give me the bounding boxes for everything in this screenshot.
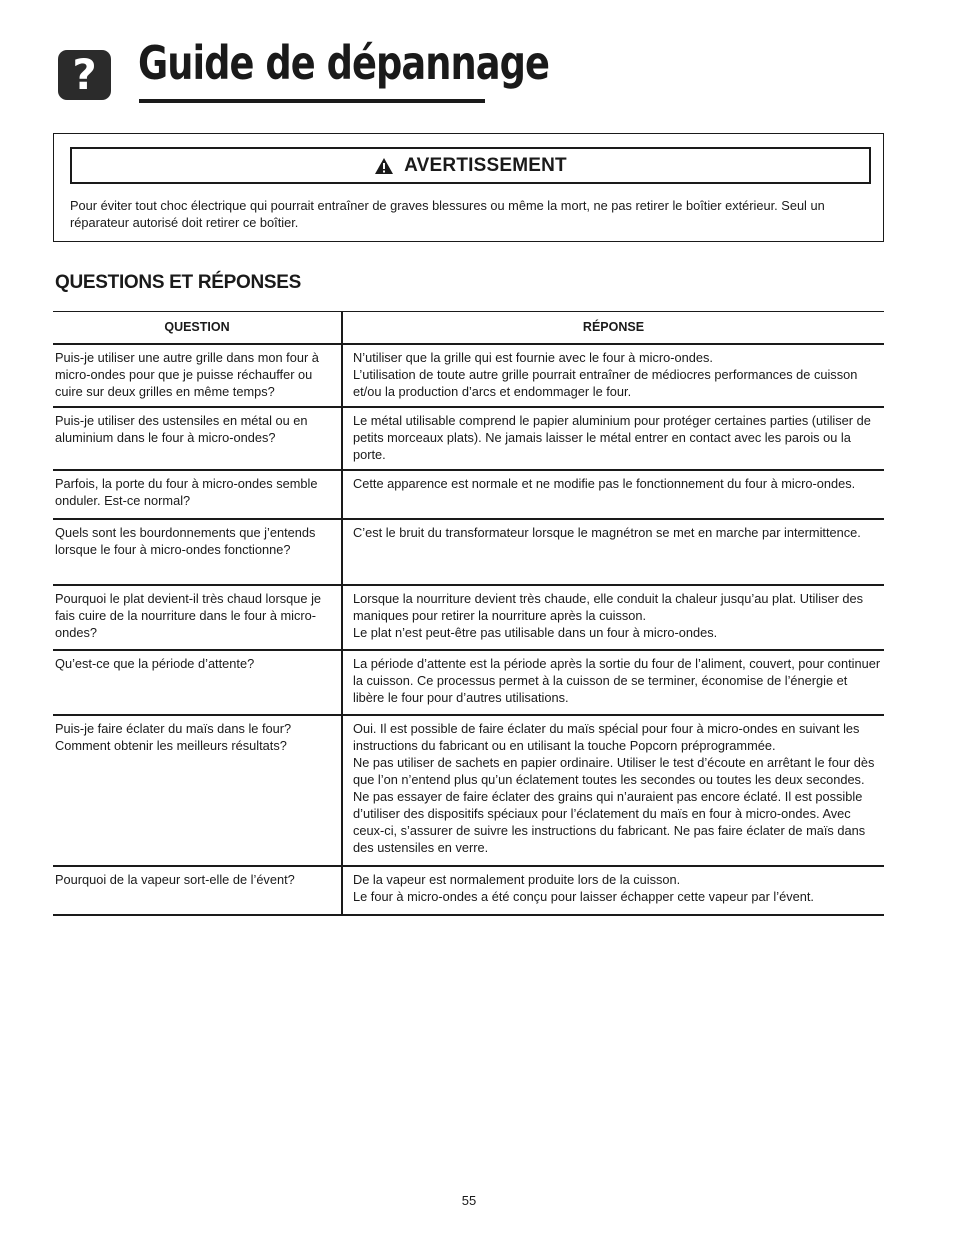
table-row [53,866,884,915]
answer-cell [342,519,884,585]
question-cell: Puis-je faire éclater du maïs dans le four? Comment obtenir les meilleurs résultats? [53,715,342,866]
answer-cell [342,407,884,470]
answer-cell [342,715,884,866]
title-underline [139,99,485,103]
answer-paragraph: N’utiliser que la grille qui est fournie avec le four à micro-ondes. [353,350,713,365]
warning-heading: AVERTISSEMENT [404,154,567,176]
question-cell: Pourquoi de la vapeur sort-elle de l’évent? [53,866,342,915]
warning-text: Pour éviter tout choc électrique qui pourrait entraîner de graves blessures ou même la mort, ne pas retirer le boîtier extérieur. Seul un réparateur autorisé doit retirer ce boîtier. [70,198,825,230]
question-cell: Parfois, la porte du four à micro-ondes semble onduler. Est-ce normal? [53,470,342,519]
column-header-answer: RÉPONSE [342,312,884,345]
warning-triangle-icon [374,157,394,175]
question-cell: Qu’est-ce que la période d’attente? [53,650,342,715]
question-cell: Puis-je utiliser une autre grille dans mon four à micro-ondes pour que je puisse réchauffer ou cuire sur deux grilles en même temps? [53,344,342,407]
question-mark-icon: ? [58,50,111,100]
answer-paragraph: Lorsque la nourriture devient très chaude, elle conduit la chaleur jusqu’au plat. Utiliser des maniques pour retirer la nourriture après la cuisson. [353,591,864,623]
answer-paragraph: Le métal utilisable comprend le papier aluminium pour protéger certaines parties (utiliser de petits morceaux plats). Ne jamais laisser le métal entrer en contact avec les parois ou la porte. [353,413,871,462]
answer-paragraph: La période d’attente est la période après la sortie du four de l’aliment, couvert, pour continuer la cuisson. Ce processus permet à la cuisson de se terminer, économise de l’énergie et libère le four pour d’autres utilisations. [353,656,881,705]
section-title: QUESTIONS ET RÉPONSES [55,272,302,293]
question-cell: Pourquoi le plat devient-il très chaud lorsque je fais cuire de la nourriture dans le four à micro-ondes? [53,585,342,650]
answer-cell [342,585,884,650]
answer-cell [342,344,884,407]
table-row [53,344,884,407]
answer-paragraph: Cette apparence est normale et ne modifie pas le fonctionnement du four à micro-ondes. [353,476,856,491]
answer-paragraph: Le plat n’est peut-être pas utilisable dans un four à micro-ondes. [353,625,718,640]
answer-paragraph: Ne pas utiliser de sachets en papier ordinaire. Utiliser le test d’écoute en arrêtant le four dès que l’on n’entend plus qu’un éclatement toutes les secondes ou toutes les deux secondes. Ne pas essayer de faire éclater des grains qui n’auraient pas encore éclaté. Il est possible d’utiliser des dispositifs spéciaux pour l’éclatement du maïs en four à micro-ondes. Avec ceux-ci, s’assurer de suivre les instructions du fabricant. Ne pas faire éclater de maïs dans des ustensiles en verre. [353,755,875,855]
table-row [53,407,884,470]
column-header-question: QUESTION [53,312,342,345]
table-header-row [53,312,884,345]
page-number: 55 [461,1193,477,1208]
table-row [53,470,884,519]
question-cell: Quels sont les bourdonnements que j’entends lorsque le four à micro-ondes fonctionne? [53,519,342,585]
page-title: Guide de dépannage [138,36,549,90]
question-cell: Puis-je utiliser des ustensiles en métal ou en aluminium dans le four à micro-ondes? [53,407,342,470]
answer-paragraph: De la vapeur est normalement produite lors de la cuisson. [353,872,681,887]
table-row [53,650,884,715]
table-row [53,715,884,866]
table-row [53,519,884,585]
answer-paragraph: C’est le bruit du transformateur lorsque le magnétron se met en marche par intermittence. [353,525,861,540]
answer-cell [342,470,884,519]
table-row [53,585,884,650]
answer-paragraph: Oui. Il est possible de faire éclater du maïs spécial pour four à micro-ondes en suivant les instructions du fabricant ou en utilisant la touche Popcorn préprogrammée. [353,721,860,753]
warning-box [53,133,884,242]
warning-header [70,147,871,184]
answer-cell [342,650,884,715]
answer-paragraph: L’utilisation de toute autre grille pourrait entraîner de médiocres performances de cuisson et/ou la production d’arcs et endommager le four. [353,367,858,399]
qa-table [53,311,884,916]
answer-cell [342,866,884,915]
answer-paragraph: Le four à micro-ondes a été conçu pour laisser échapper cette vapeur par l’évent. [353,889,814,904]
qa-table-body [53,344,884,915]
